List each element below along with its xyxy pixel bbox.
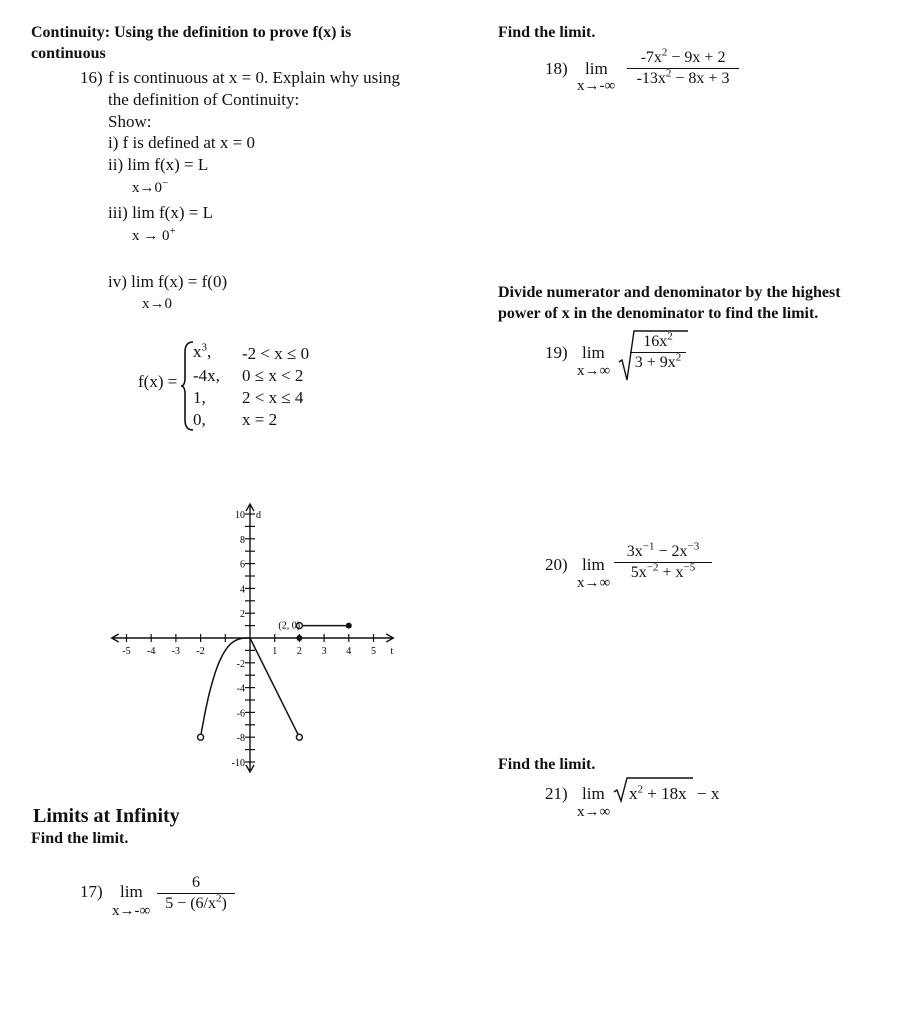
problem-17-limit-sub: x→-∞ [112,903,151,919]
problem-21-limit-sub: x→∞ [577,804,611,820]
x-tick-label: 4 [346,646,352,657]
x-tick-label: -4 [147,646,156,657]
problem-18-numerator: $-7x^2 - 9x + 2$ [627,49,739,69]
x-tick-label: 1 [272,646,278,657]
case-1-expr: $x^3$, [193,341,212,361]
problem-16-number: 16) [80,68,103,87]
problem-19-limit-sub: x→∞ [577,363,611,379]
condition-ii-subscript: x→0− [132,177,169,196]
y-tick-label: 8 [240,534,245,546]
problem-17-lim: lim [120,882,143,901]
point-label: (2, 0) [278,620,301,632]
case-3-cond: 2 < x ≤ 4 [242,388,304,407]
limits-at-infinity-subheading: Find the limit. [31,830,129,847]
case-4-cond: x = 2 [242,410,278,429]
problem-20-numerator: $3x^{-1} - 2x^{-3}$ [614,543,712,563]
x-axis-label: t [390,646,394,657]
find-limit-heading-2: Find the limit. [498,756,596,773]
problem-20-limit-sub: x→∞ [577,575,611,591]
problem-21-lim: lim [582,784,605,803]
problem-18-fraction [627,46,739,88]
show-label: Show: [108,112,152,131]
y-tick-label: -6 [236,708,245,720]
problem-17-fraction [157,874,235,913]
case-3-expr: 1, [193,388,206,407]
problem-21-number: 21) [545,784,568,803]
open-point-cubic-end [198,734,204,740]
x-tick-label: 5 [371,646,376,657]
problem-19-number: 19) [545,343,568,362]
y-axis-label: d [256,510,261,521]
problem-20-lim: lim [582,555,605,574]
problem-17-numerator: 6 [157,874,235,894]
condition-ii: ii) lim f(x) = L [108,155,209,174]
x-tick-label: 3 [321,646,327,657]
problem-19-lim: lim [582,343,605,362]
problem-16-line1: f is continuous at x = 0. Explain why using [108,68,400,87]
problem-16-line2: the definition of Continuity: [108,90,300,109]
case-4-expr: 0, [193,410,206,429]
problem-17-number: 17) [80,882,103,901]
condition-iv: iv) lim f(x) = f(0) [108,272,228,291]
y-tick-label: -2 [236,658,245,670]
problem-17-denominator: $5 - (6/x^2)$ [165,892,227,912]
condition-iii: iii) lim f(x) = L [108,203,213,222]
condition-iii-subscript: x → 0+ [132,225,176,244]
y-tick-label: -10 [231,758,245,769]
limits-at-infinity-heading: Limits at Infinity [33,805,180,827]
problem-18-limit-sub: x→-∞ [577,78,616,94]
problem-18-number: 18) [545,59,568,78]
piecewise-fx-label: f(x) = [138,372,178,391]
continuity-heading-line1: Continuity: Using the definition to prove f(x) is [31,24,352,41]
case-2-expr: -4x, [193,366,220,385]
problem-19-numerator: $16x^2$ [630,333,686,353]
x-tick-label: -3 [171,646,181,657]
y-tick-label: 2 [240,609,245,621]
y-tick-label: 6 [240,559,245,571]
condition-iv-subscript: x→0 [142,296,172,312]
piecewise-graph [100,490,410,790]
problem-19-fraction [630,330,686,372]
y-tick-label: 4 [240,584,245,596]
find-limit-heading-1: Find the limit. [498,24,596,41]
closed-point-constant-end [346,623,352,629]
problem-21-radicand: $x^2 + 18x$ [629,783,687,803]
open-point-linear-end [296,734,302,740]
problem-20-fraction [614,540,712,582]
y-tick-label: -4 [236,683,245,695]
x-tick-label: -5 [122,646,131,657]
problem-21-after: − x [697,784,720,803]
x-tick-label: -2 [196,646,205,657]
problem-19-denominator: $3 + 9x^2$ [634,351,682,371]
problem-20-number: 20) [545,555,568,574]
problem-18-denominator: $-13x^2 - 8x + 3$ [636,67,730,87]
divide-instruction-line2: power of x in the denominator to find the limit. [498,305,819,322]
case-1-cond: -2 < x ≤ 0 [242,344,310,363]
continuity-heading-line2: continuous [31,45,106,62]
divide-instruction-line1: Divide numerator and denominator by the highest [498,284,841,301]
problem-20-denominator: $5x^{-2} + x^{-5}$ [630,561,696,581]
condition-i: i) f is defined at x = 0 [108,133,255,152]
y-tick-label: 10 [235,510,245,521]
y-tick-label: -8 [236,733,245,745]
closed-point-2-0 [296,635,302,641]
case-2-cond: 0 ≤ x < 2 [242,366,304,385]
x-tick-label: 2 [296,646,302,657]
problem-18-lim: lim [585,59,608,78]
